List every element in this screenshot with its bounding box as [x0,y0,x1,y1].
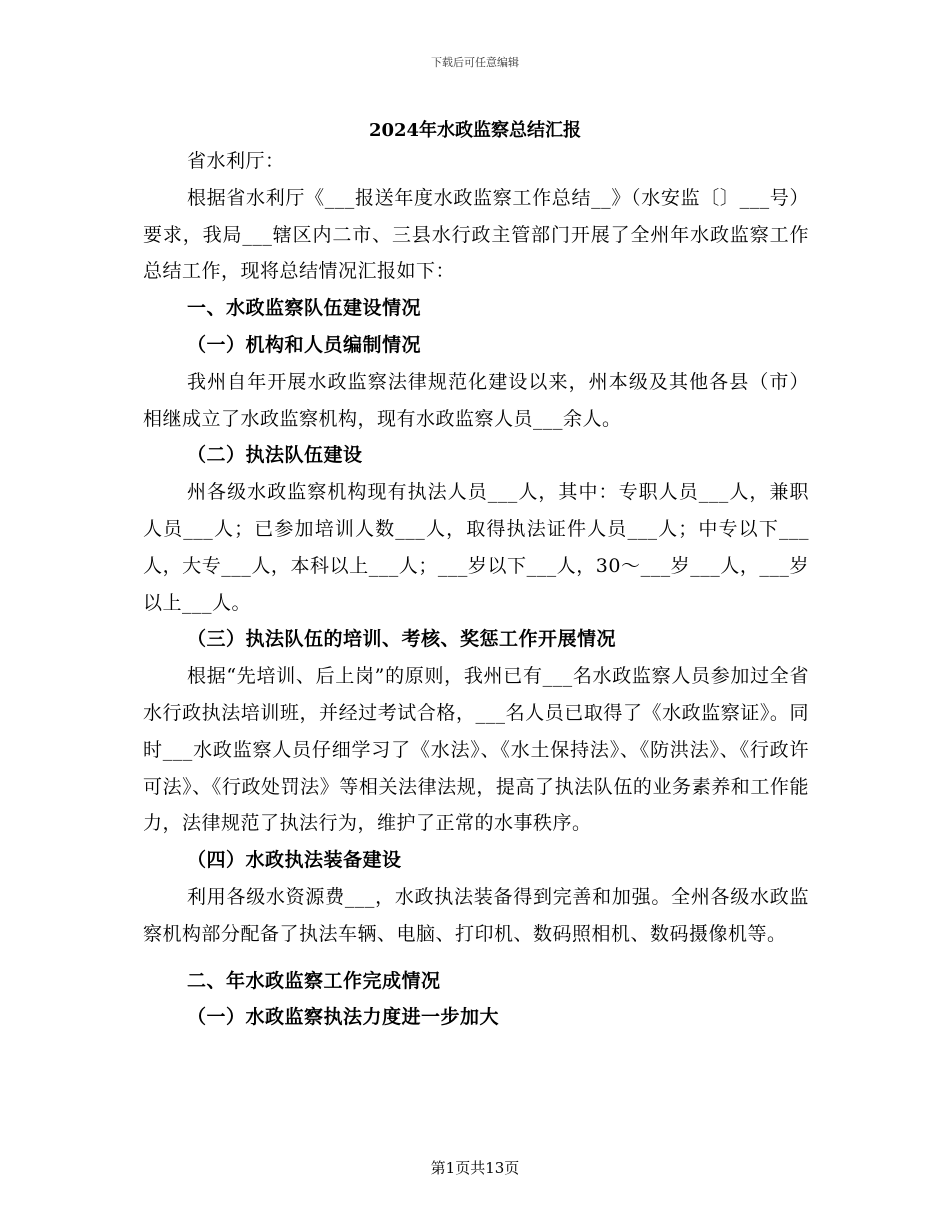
subsection-heading: （一）水政监察执法力度进一步加大 [187,1006,500,1029]
salutation: 省水利厅： [187,150,285,172]
body-paragraph: 根据“先培训、后上岗”的原则，我州已有___名水政监察人员参加过全省水行政执法培训班，并经过考试合格，___名人员已取得了《水政监察证》。同时___水政监察人员仔细学习了《水法》、《水土保持法》、《防洪法》、《行政许可法》、《行政处罚法》等相关法律法规，提高了执法队伍的业务素养和工作能力，法律规范了执法行为，维护了正常的水事秩序。 [143,665,809,835]
section-heading: 一、水政监察队伍建设情况 [187,297,422,320]
document-body [143,143,809,1036]
subsection-heading: （三）执法队伍的培训、考核、奖惩工作开展情况 [187,628,617,651]
intro-paragraph: 根据省水利厅《___报送年度水政监察工作总结__》（水安监〔〕___号）要求，我局___辖区内二市、三县水行政主管部门开展了全州年水政监察工作总结工作，现将总结情况汇报如下： [143,186,809,283]
subsection-heading: （一）机构和人员编制情况 [187,333,422,356]
section-heading: 二、年水政监察工作完成情况 [187,969,441,992]
header-note: 下载后可任意编辑 [431,56,519,69]
body-paragraph: 利用各级水资源费___，水政执法装备得到完善和加强。全州各级水政监察机构部分配备了执法车辆、电脑、打印机、数码照相机、数码摄像机等。 [143,885,809,945]
subsection-heading: （四）水政执法装备建设 [187,849,402,872]
document-title: 2024年水政监察总结汇报 [368,120,582,141]
subsection-heading: （二）执法队伍建设 [187,444,363,467]
page-number: 第1页共13页 [430,1159,520,1177]
body-paragraph: 我州自年开展水政监察法律规范化建设以来，州本级及其他各县（市）相继成立了水政监察机构，现有水政监察人员___余人。 [143,370,809,430]
body-paragraph: 州各级水政监察机构现有执法人员___人，其中：专职人员___人，兼职人员___人；已参加培训人数___人，取得执法证件人员___人；中专以下___人，大专___人，本科以上___人；___岁以下___人，30～___岁___人，___岁以上___人。 [143,481,809,614]
